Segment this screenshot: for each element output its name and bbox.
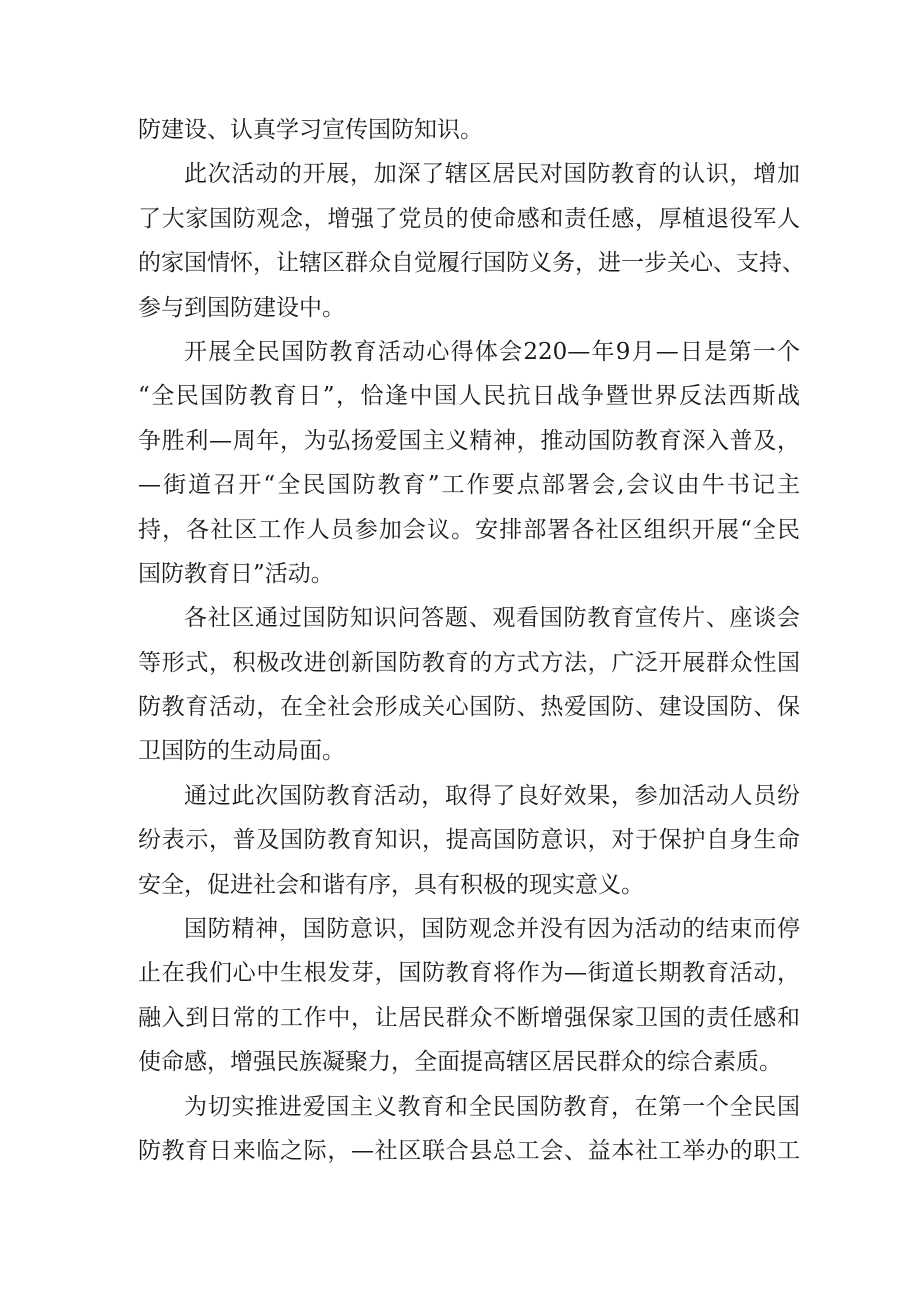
text-line: 安全，促进社会和谐有序，具有积极的现实意义。 [138, 871, 644, 898]
paragraph [138, 152, 805, 330]
paragraph [138, 108, 800, 152]
text-line: 持，各社区工作人员参加会议。安排部署各社区组织开展“全民 [138, 516, 800, 543]
text-line: 参与到国防建设中。 [138, 294, 345, 321]
text-line: 的家国情怀，让辖区群众自觉履行国防义务，进一步关心、支持、 [138, 250, 805, 277]
text-line: 卫国防的生动局面。 [138, 738, 345, 765]
text-line: 防教育日来临之际，—社区联合县总工会、益本社工举办的职工 [138, 1137, 800, 1164]
text-line: 此次活动的开展，加深了辖区居民对国防教育的认识，增加 [184, 161, 800, 188]
document-body [138, 108, 805, 1173]
text-line: 防教育活动，在全社会形成关心国防、热爱国防、建设国防、保 [138, 694, 800, 721]
text-line: 止在我们心中生根发芽，国防教育将作为—街道长期教育活动， [138, 960, 800, 987]
text-line: —街道召开“全民国防教育”工作要点部署会,会议由牛书记主 [138, 472, 800, 499]
text-line: 国防教育日”活动。 [138, 560, 334, 587]
paragraph [138, 596, 800, 774]
paragraph [138, 1085, 800, 1174]
paragraph [138, 907, 800, 1085]
text-line: 防建设、认真学习宣传国防知识。 [138, 117, 483, 143]
text-line: 国防精神，国防意识，国防观念并没有因为活动的结束而停 [184, 916, 800, 943]
text-line: 开展全民国防教育活动心得体会220—年9月—日是第一个 [184, 338, 800, 365]
text-line: 各社区通过国防知识问答题、观看国防教育宣传片、座谈会 [184, 605, 800, 632]
text-line: “全民国防教育日”，恰逢中国人民抗日战争暨世界反法西斯战 [138, 383, 800, 410]
text-line: 为切实推进爱国主义教育和全民国防教育，在第一个全民国 [184, 1093, 800, 1120]
text-line: 使命感，增强民族凝聚力，全面提高辖区居民群众的综合素质。 [138, 1049, 782, 1076]
text-line: 争胜利—周年，为弘扬爱国主义精神，推动国防教育深入普及， [138, 427, 800, 454]
paragraph [138, 330, 800, 596]
text-line: 通过此次国防教育活动，取得了良好效果，参加活动人员纷 [184, 782, 800, 809]
text-line: 了大家国防观念，增强了党员的使命感和责任感，厚植退役军人 [138, 205, 800, 232]
paragraph [138, 774, 800, 907]
text-line: 融入到日常的工作中，让居民群众不断增强保家卫国的责任感和 [138, 1004, 800, 1031]
text-line: 纷表示，普及国防教育知识，提高国防意识，对于保护自身生命 [138, 827, 800, 854]
text-line: 等形式，积极改进创新国防教育的方式方法，广泛开展群众性国 [138, 649, 800, 676]
